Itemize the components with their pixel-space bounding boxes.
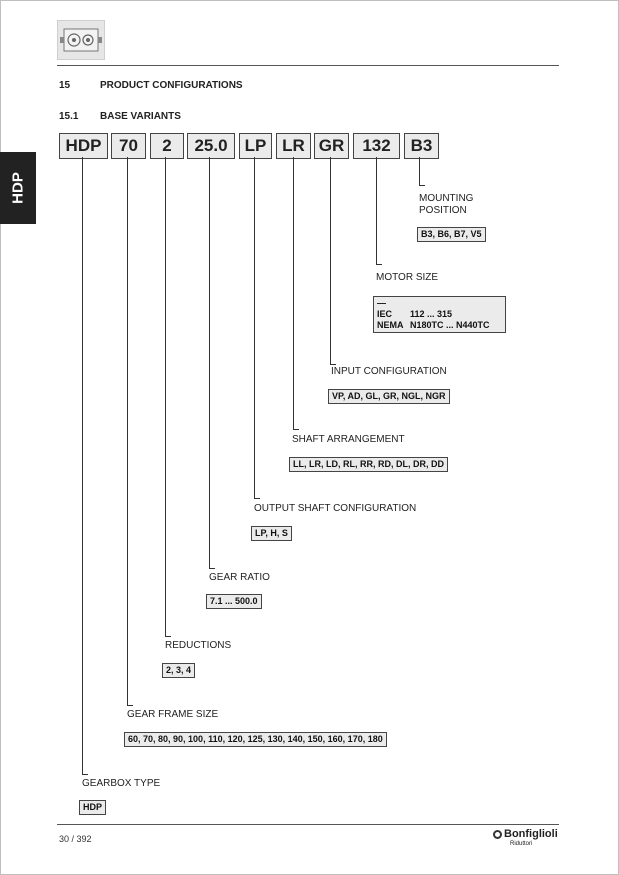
connector-motor-tick xyxy=(376,264,382,265)
shaft-values: LL, LR, LD, RL, RR, RD, DL, DR, DD xyxy=(289,457,448,472)
connector-shaft xyxy=(293,157,294,429)
output-values: LP, H, S xyxy=(251,526,292,541)
frame-values: 60, 70, 80, 90, 100, 110, 120, 125, 130, 140, 150, 160, 170, 180 xyxy=(124,732,387,747)
frame-label: GEAR FRAME SIZE xyxy=(127,709,219,720)
connector-input xyxy=(330,157,331,364)
output-label: OUTPUT SHAFT CONFIGURATION xyxy=(254,503,417,514)
connector-mounting xyxy=(419,157,420,185)
code-reductions: 2 xyxy=(150,133,184,159)
connector-reductions-tick xyxy=(165,636,171,637)
connector-gearbox xyxy=(82,157,83,774)
ratio-label: GEAR RATIO xyxy=(209,572,270,583)
input-values: VP, AD, GL, GR, NGL, NGR xyxy=(328,389,450,404)
input-label: INPUT CONFIGURATION xyxy=(331,366,447,377)
connector-ratio-tick xyxy=(209,568,215,569)
connector-reductions xyxy=(165,157,166,636)
connector-input-tick xyxy=(330,364,336,365)
connector-mounting-tick xyxy=(419,185,425,186)
reductions-label: REDUCTIONS xyxy=(165,640,232,651)
code-mounting: B3 xyxy=(404,133,439,159)
gearbox-values: HDP xyxy=(79,800,106,815)
page-number: 30 / 392 xyxy=(59,834,92,844)
connector-frame-tick xyxy=(127,705,133,706)
section-number: 15 xyxy=(59,80,71,91)
code-motor-size: 132 xyxy=(353,133,400,159)
header-rule xyxy=(57,65,559,66)
reductions-values: 2, 3, 4 xyxy=(162,663,195,678)
gearbox-label: GEARBOX TYPE xyxy=(82,778,161,789)
mounting-values: B3, B6, B7, V5 xyxy=(417,227,486,242)
brand-logo: Bonfiglioli Riduttori xyxy=(493,828,558,840)
ratio-values: 7.1 ... 500.0 xyxy=(206,594,262,609)
motor-label: MOTOR SIZE xyxy=(376,272,439,283)
shaft-label: SHAFT ARRANGEMENT xyxy=(292,434,405,445)
code-shaft-arrangement: LR xyxy=(276,133,311,159)
side-tab: HDP xyxy=(0,152,36,224)
footer-rule xyxy=(57,824,559,825)
code-output-shaft: LP xyxy=(239,133,272,159)
connector-output xyxy=(254,157,255,498)
gearbox-logo-image xyxy=(57,20,105,60)
section-title: PRODUCT CONFIGURATIONS xyxy=(100,80,243,91)
connector-ratio xyxy=(209,157,210,568)
code-gear-ratio: 25.0 xyxy=(187,133,235,159)
subsection-title: BASE VARIANTS xyxy=(100,111,181,122)
motor-values: — IEC 112 ... 315 NEMA N180TC ... N440TC xyxy=(373,296,506,333)
connector-frame xyxy=(127,157,128,705)
subsection-number: 15.1 xyxy=(59,111,79,122)
connector-gearbox-tick xyxy=(82,774,88,775)
brand-ring-icon xyxy=(493,830,502,839)
mounting-label: MOUNTING POSITION xyxy=(419,193,474,216)
code-frame-size: 70 xyxy=(111,133,146,159)
connector-motor xyxy=(376,157,377,264)
code-input-config: GR xyxy=(314,133,349,159)
connector-shaft-tick xyxy=(293,429,299,430)
code-gearbox-type: HDP xyxy=(59,133,108,159)
connector-output-tick xyxy=(254,498,260,499)
